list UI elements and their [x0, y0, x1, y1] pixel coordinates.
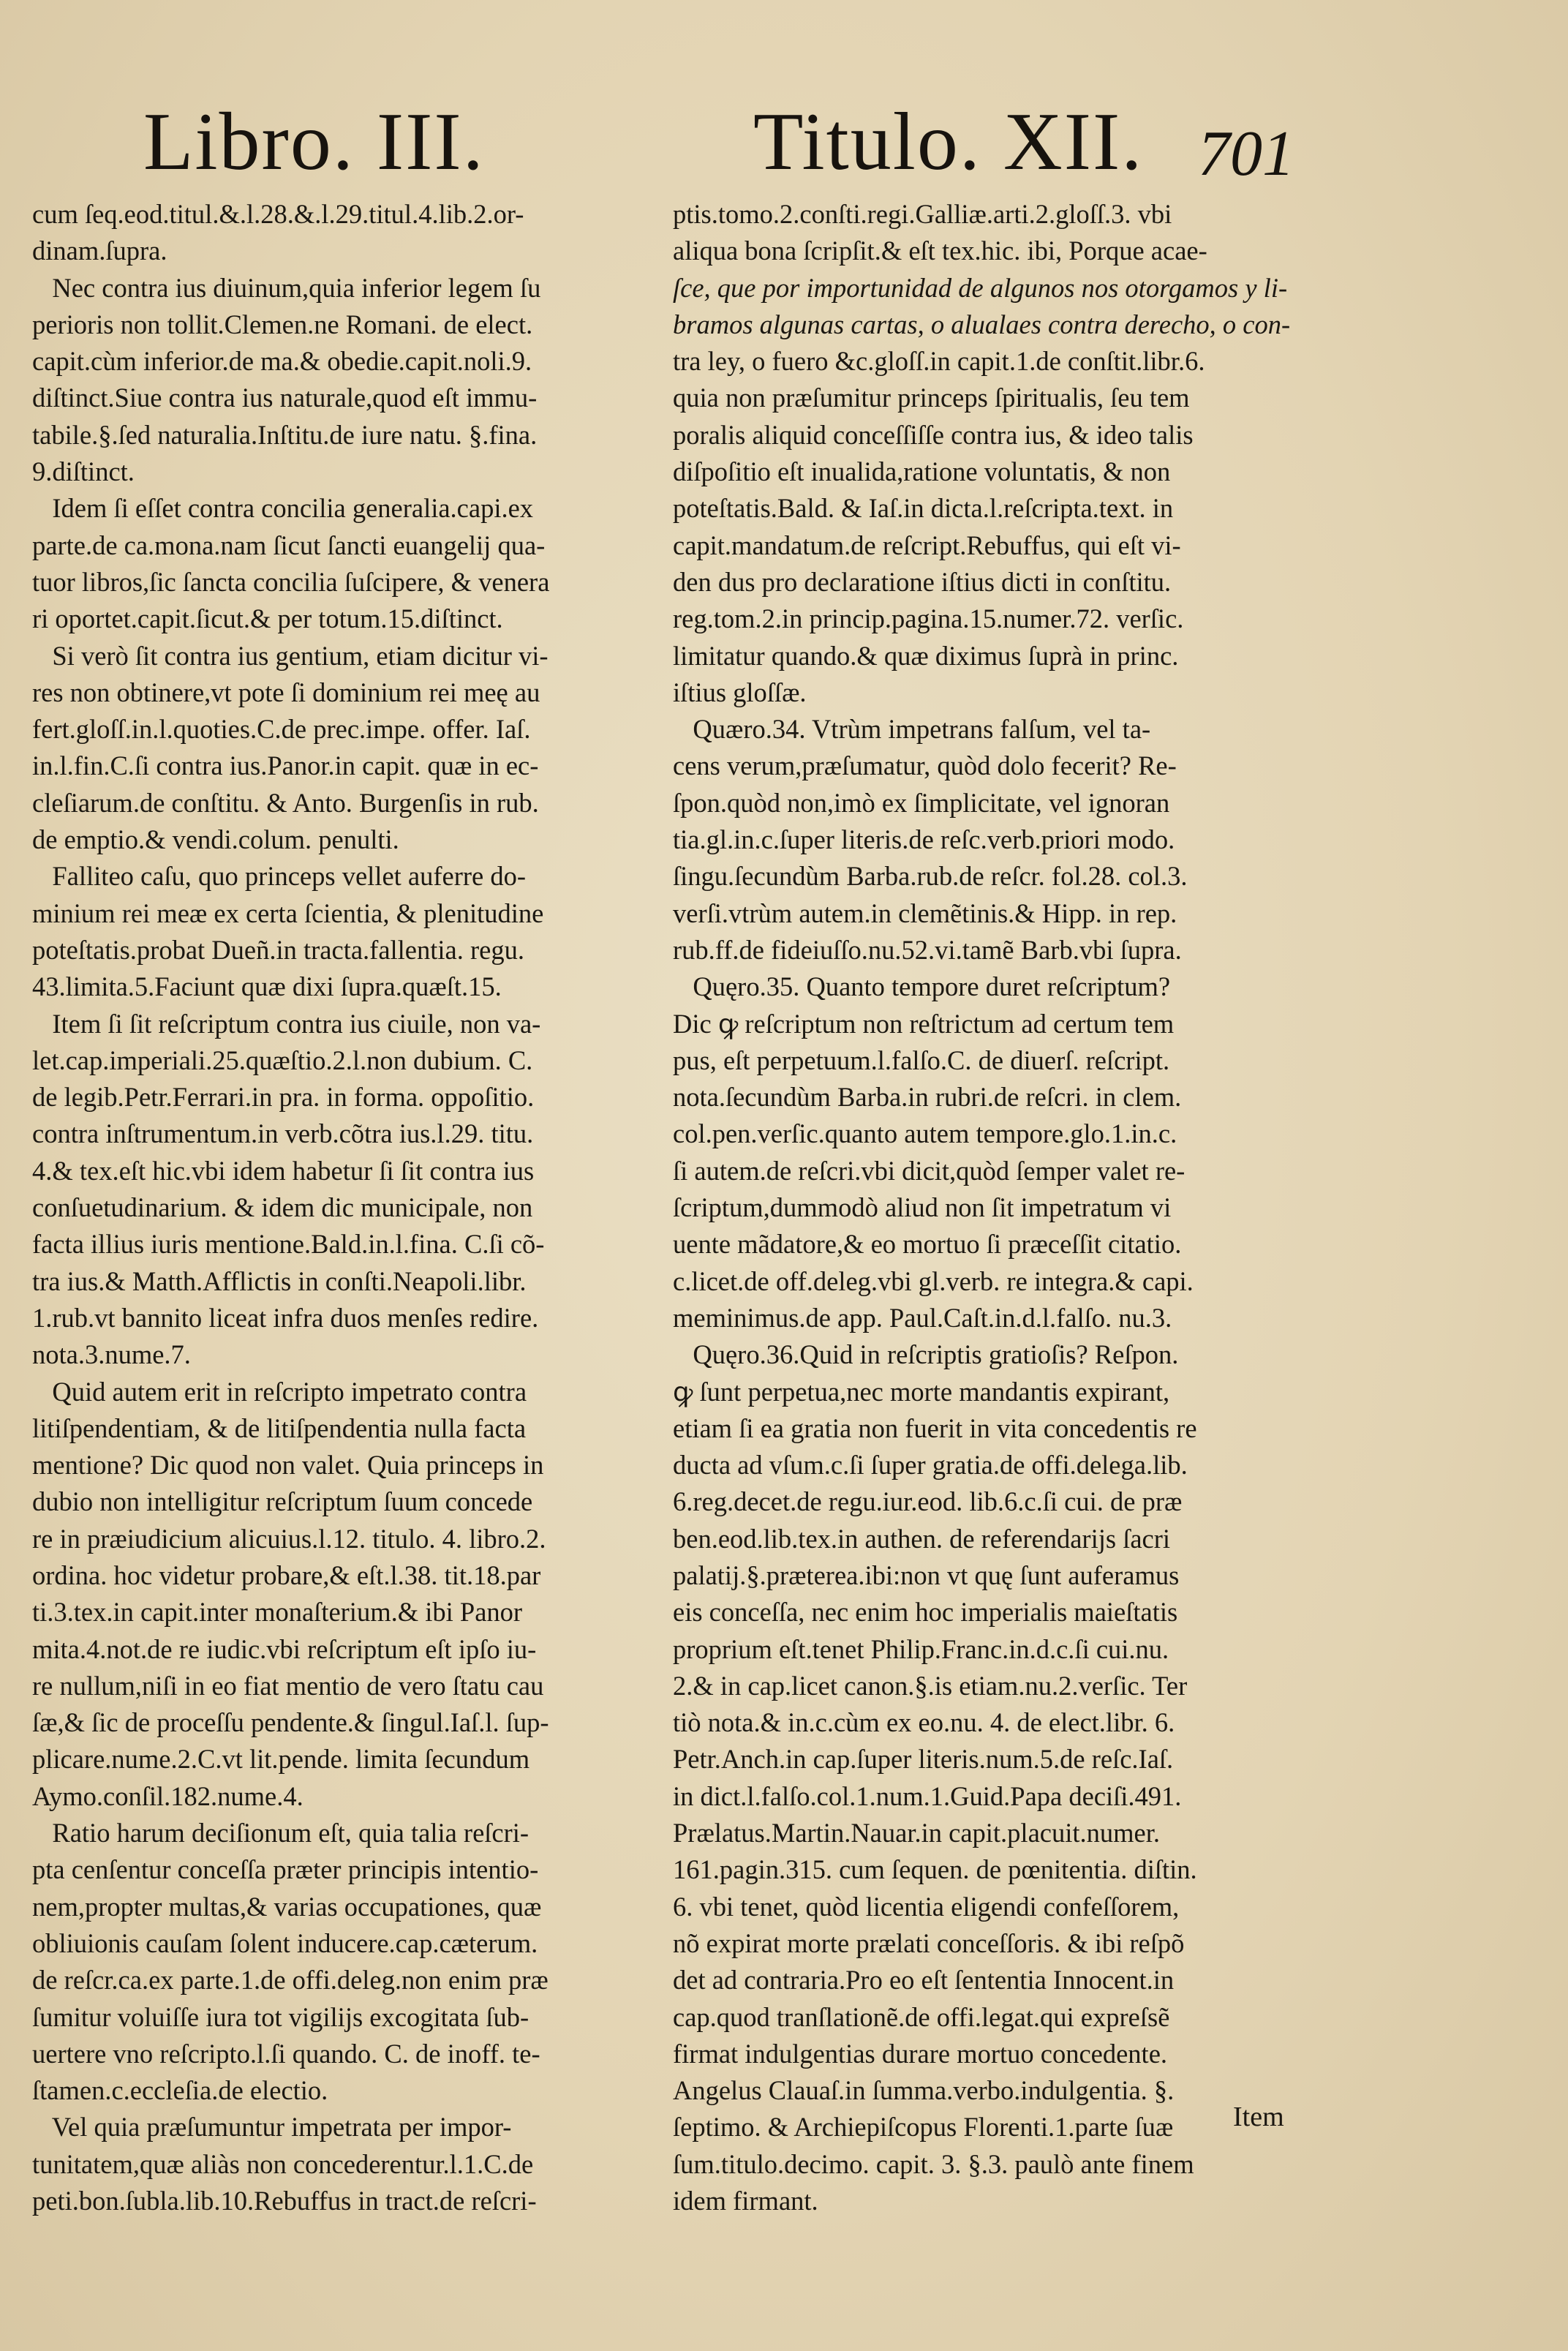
text-line: mentione? Dic quod non valet. Quia princeps in	[32, 1450, 544, 1481]
text-line: 1.rub.vt bannito liceat infra duos menſes redire.	[32, 1302, 539, 1333]
text-line: parte.de ca.mona.nam ſicut ſancti euangelij qua-	[32, 530, 546, 560]
text-line: etiam ſi ea gratia non fuerit in vita concedentis re	[673, 1413, 1197, 1443]
text-line: nota.ſecundùm Barba.in rubri.de reſcri. in clem.	[673, 1082, 1182, 1113]
text-line: plicare.nume.2.C.vt lit.pende. limita ſecundum	[32, 1744, 530, 1775]
text-line: reg.tom.2.in princip.pagina.15.numer.72. verſic.	[673, 603, 1184, 634]
text-line: tra ius.& Matth.Afflictis in conſti.Neapoli.libr.	[32, 1265, 527, 1296]
running-head	[0, 95, 1568, 190]
text-line: ducta ad vſum.c.ſi ſuper gratia.de offi.delega.lib.	[673, 1450, 1188, 1481]
text-line: peti.bon.ſubla.lib.10.Rebuffus in tract.de reſcri-	[32, 2186, 537, 2216]
text-line: cum ſeq.eod.titul.&.l.28.&.l.29.titul.4.lib.2.or-	[32, 199, 524, 229]
text-line: de legib.Petr.Ferrari.in pra. in forma. oppoſitio.	[32, 1082, 535, 1113]
text-line: contra inſtrumentum.in verb.cõtra ius.l.29. titu.	[32, 1118, 534, 1149]
text-line: bramos algunas cartas, o alualaes contra derecho, o con-	[673, 309, 1291, 339]
text-line: ꝙ ſunt perpetua,nec morte mandantis expirant,	[673, 1376, 1170, 1407]
text-line: ſæ,& ſic de proceſſu pendente.& ſingul.Iaſ.l. ſup-	[32, 1707, 549, 1738]
text-line: ordina. hoc videtur probare,& eſt.l.38. tit.18.par	[32, 1560, 541, 1590]
text-line: Idem ſi eſſet contra concilia generalia.capi.ex	[32, 493, 534, 524]
text-line: Nec contra ius diuinum,quia inferior legem ſu	[32, 272, 541, 303]
text-line: cens verum,præſumatur, quòd dolo fecerit? Re-	[673, 751, 1177, 781]
text-line: ſtamen.c.eccleſia.de electio.	[32, 2075, 328, 2106]
text-line: pta cenſentur conceſſa præter principis intentio-	[32, 1854, 539, 1885]
text-line: capit.cùm inferior.de ma.& obedie.capit.noli.9.	[32, 346, 532, 377]
text-line: in.l.fin.C.ſi contra ius.Panor.in capit. quæ in ec-	[32, 751, 539, 781]
text-line: nem,propter multas,& varias occupationes, quæ	[32, 1891, 542, 1922]
text-line: proprium eſt.tenet Philip.Franc.in.d.c.ſi cui.nu.	[673, 1633, 1169, 1664]
text-line: poteſtatis.probat Dueñ.in tracta.fallentia. regu.	[32, 934, 524, 965]
text-line: 2.& in cap.licet canon.§.is etiam.nu.2.verſic. Ter	[673, 1670, 1188, 1701]
text-line: Angelus Clauaſ.in ſumma.verbo.indulgentia. §.	[673, 2075, 1175, 2106]
text-line: obliuionis cauſam ſolent inducere.cap.cæterum.	[32, 1927, 538, 1958]
text-line: tiò nota.& in.c.cùm ex eo.nu. 4. de elect.libr. 6.	[673, 1707, 1175, 1738]
text-line: Quid autem erit in reſcripto impetrato contra	[32, 1376, 527, 1407]
text-line: re nullum,niſi in eo fiat mentio de vero ſtatu cau	[32, 1670, 544, 1701]
text-line: tra ley, o fuero &c.gloſſ.in capit.1.de conſtit.libr.6.	[673, 346, 1205, 377]
page-number: 701	[1198, 119, 1294, 189]
text-line: re in præiudicium alicuius.l.12. titulo. 4. libro.2.	[32, 1523, 546, 1554]
text-line: firmat indulgentias durare mortuo concedente.	[673, 2038, 1168, 2069]
text-line: dinam.ſupra.	[32, 236, 167, 266]
text-line: conſuetudinarium. & idem dic municipale, non	[32, 1192, 533, 1223]
text-line: mita.4.not.de re iudic.vbi reſcriptum eſt ipſo iu-	[32, 1633, 537, 1664]
text-line: 43.limita.5.Faciunt quæ dixi ſupra.quæſt.15.	[32, 971, 502, 1002]
text-line: Si verò ſit contra ius gentium, etiam dicitur vi-	[32, 640, 549, 671]
text-line: ſum.titulo.decimo. capit. 3. §.3. paulò ante finem	[673, 2148, 1194, 2179]
text-line: de emptio.& vendi.colum. penulti.	[32, 824, 399, 855]
text-line: pus, eſt perpetuum.l.falſo.C. de diuerſ. reſcript.	[673, 1045, 1170, 1075]
text-line: uertere vno reſcripto.l.ſi quando. C. de inoff. te-	[32, 2038, 540, 2069]
right-text-column	[673, 196, 1309, 2219]
text-line: tunitatem,quæ aliàs non concederentur.l.1.C.de	[32, 2148, 534, 2179]
text-line: poteſtatis.Bald. & Iaſ.in dicta.l.reſcripta.text. in	[673, 493, 1174, 524]
text-line: diſpoſitio eſt inualida,ratione voluntatis, & non	[673, 456, 1171, 487]
text-line: facta illius iuris mentione.Bald.in.l.fina. C.ſi cõ-	[32, 1229, 545, 1260]
text-line: tuor libros,ſic ſancta concilia ſuſcipere, & venera	[32, 566, 550, 597]
text-line: fert.gloſſ.in.l.quoties.C.de prec.impe. offer. Iaſ.	[32, 714, 531, 745]
text-line: quia non præſumitur princeps ſpiritualis, ſeu tem	[673, 383, 1190, 413]
text-line: ti.3.tex.in capit.inter monaſterium.& ibi Panor	[32, 1597, 523, 1628]
text-line: Item ſi ſit reſcriptum contra ius ciuile, non va-	[32, 1008, 541, 1039]
text-line: rub.ff.de fideiuſſo.nu.52.vi.tamẽ Barb.vbi ſupra.	[673, 934, 1182, 965]
text-line: eis conceſſa, nec enim hoc imperialis maieſtatis	[673, 1597, 1178, 1628]
text-line: nõ expirat morte prælati conceſſoris. & ibi reſpõ	[673, 1927, 1185, 1958]
text-line: tia.gl.in.c.ſuper literis.de reſc.verb.priori modo.	[673, 824, 1175, 855]
text-line: palatij.§.præterea.ibi:non vt quę ſunt auferamus	[673, 1560, 1180, 1590]
book-label: Libro. III.	[143, 97, 485, 187]
text-line: de reſcr.ca.ex parte.1.de offi.deleg.non enim præ	[32, 1965, 549, 1995]
text-line: ſpon.quòd non,imò ex ſimplicitate, vel ignoran	[673, 787, 1170, 818]
text-line: 6. vbi tenet, quòd licentia eligendi confeſſorem,	[673, 1891, 1180, 1922]
text-line: poralis aliquid conceſſiſſe contra ius, & ideo talis	[673, 419, 1194, 450]
text-line: nota.3.nume.7.	[32, 1339, 191, 1370]
text-line: in dict.l.falſo.col.1.num.1.Guid.Papa deciſi.491.	[673, 1780, 1182, 1811]
text-line: cap.quod tranſlationẽ.de offi.legat.qui expreſsẽ	[673, 2001, 1170, 2032]
text-line: Falliteo caſu, quo princeps vellet auferre do-	[32, 861, 527, 892]
text-line: ſce, que por importunidad de algunos nos otorgamos y li-	[673, 272, 1288, 303]
text-line: det ad contraria.Pro eo eſt ſententia Innocent.in	[673, 1965, 1175, 1995]
title-label: Titulo. XII.	[753, 97, 1144, 187]
text-line: aliqua bona ſcripſit.& eſt tex.hic. ibi, Porque acae-	[673, 236, 1207, 266]
text-line: ſeptimo. & Archiepiſcopus Florenti.1.parte ſuæ	[673, 2112, 1174, 2143]
text-line: litiſpendentiam, & de litiſpendentia nulla facta	[32, 1413, 527, 1443]
text-line: col.pen.verſic.quanto autem tempore.glo.1.in.c.	[673, 1118, 1177, 1149]
text-line: Aymo.conſil.182.nume.4.	[32, 1780, 304, 1811]
text-line: iſtius gloſſæ.	[673, 677, 807, 707]
text-line: meminimus.de app. Paul.Caſt.in.d.l.falſo. nu.3.	[673, 1302, 1172, 1333]
text-line: ſumitur voluiſſe iura tot vigilijs excogitata ſub-	[32, 2001, 529, 2032]
text-line: limitatur quando.& quæ diximus ſuprà in princ.	[673, 640, 1179, 671]
text-line: uente mãdatore,& eo mortuo ſi præceſſit citatio.	[673, 1229, 1182, 1260]
text-line: diſtinct.Siue contra ius naturale,quod eſt immu-	[32, 383, 538, 413]
text-line: 6.reg.decet.de regu.iur.eod. lib.6.c.ſi cui. de præ	[673, 1486, 1183, 1517]
text-line: ſingu.ſecundùm Barba.rub.de reſcr. fol.28. col.3.	[673, 861, 1188, 892]
text-line: res non obtinere,vt pote ſi dominium rei meę au	[32, 677, 540, 707]
text-line: ſcriptum,dummodò aliud non ſit impetratum vi	[673, 1192, 1172, 1223]
text-line: Quæro.34. Vtrùm impetrans falſum, vel ta-	[673, 714, 1151, 745]
text-line: Ratio harum deciſionum eſt, quia talia reſcri-	[32, 1818, 529, 1848]
text-line: ptis.tomo.2.conſti.regi.Galliæ.arti.2.gloſſ.3. vbi	[673, 199, 1172, 229]
text-line: let.cap.imperiali.25.quæſtio.2.l.non dubium. C.	[32, 1045, 533, 1075]
text-line: c.licet.de off.deleg.vbi gl.verb. re integra.& capi.	[673, 1265, 1194, 1296]
left-text-column	[32, 196, 639, 2219]
text-line: cleſiarum.de conſtitu. & Anto. Burgenſis in rub.	[32, 787, 539, 818]
text-line: verſi.vtrùm autem.in clemẽtinis.& Hipp. in rep.	[673, 898, 1177, 928]
text-line: idem firmant.	[673, 2186, 818, 2216]
text-line: perioris non tollit.Clemen.ne Romani. de elect.	[32, 309, 533, 339]
catchword: Item	[1233, 2102, 1284, 2132]
text-line: ben.eod.lib.tex.in authen. de referendarijs ſacri	[673, 1523, 1171, 1554]
text-line: tabile.§.ſed naturalia.Inſtitu.de iure natu. §.fina.	[32, 419, 538, 450]
text-line: Petr.Anch.in cap.ſuper literis.num.5.de reſc.Iaſ.	[673, 1744, 1174, 1775]
text-line: Quęro.36.Quid in reſcriptis gratioſis? Reſpon.	[673, 1339, 1179, 1370]
text-line: ri oportet.capit.ſicut.& per totum.15.diſtinct.	[32, 603, 503, 634]
text-line: capit.mandatum.de reſcript.Rebuffus, qui eſt vi-	[673, 530, 1181, 560]
text-line: Vel quia præſumuntur impetrata per impor-	[32, 2112, 512, 2143]
text-line: Prælatus.Martin.Nauar.in capit.placuit.numer.	[673, 1818, 1160, 1848]
text-line: minium rei meæ ex certa ſcientia, & plenitudine	[32, 898, 544, 928]
text-line: ſi autem.de reſcri.vbi dicit,quòd ſemper valet re-	[673, 1155, 1186, 1186]
text-line: 9.diſtinct.	[32, 456, 135, 487]
text-line: 161.pagin.315. cum ſequen. de pœnitentia. diſtin.	[673, 1854, 1197, 1885]
text-line: Dic ꝙ reſcriptum non reſtrictum ad certum tem	[673, 1008, 1175, 1039]
text-line: 4.& tex.eſt hic.vbi idem habetur ſi ſit contra ius	[32, 1155, 535, 1186]
text-line: dubio non intelligitur reſcriptum ſuum concede	[32, 1486, 533, 1517]
text-line: Quęro.35. Quanto tempore duret reſcriptum?	[673, 971, 1171, 1002]
text-line: den dus pro declaratione iſtius dicti in conſtitu.	[673, 566, 1172, 597]
